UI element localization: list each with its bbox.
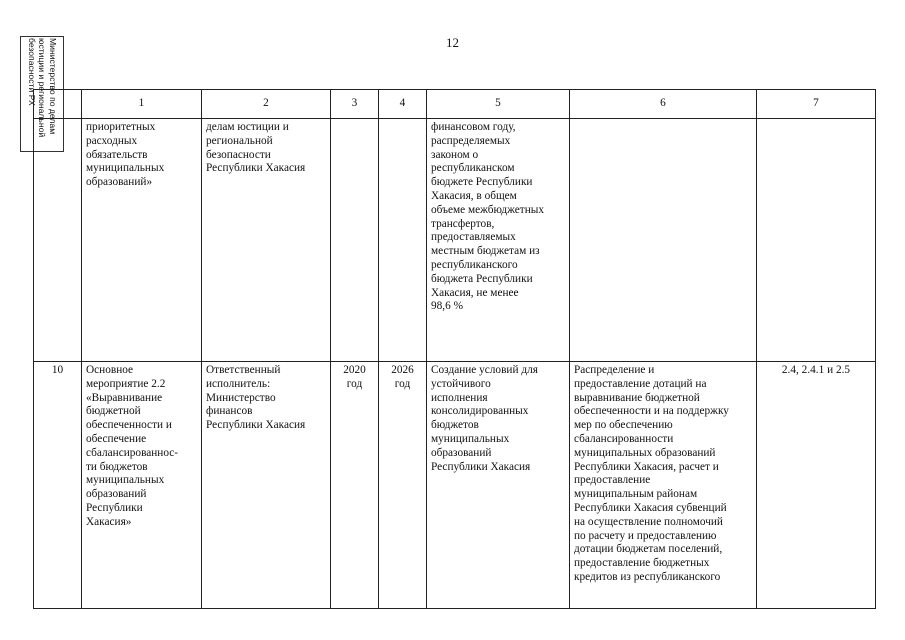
row-number-cell	[34, 119, 82, 362]
header-cell-1: 1	[82, 90, 202, 119]
expected-result-cell: Создание условий для устойчивого исполнения консолидированных бюджетов муниципальных образований Республики Хакасия	[427, 362, 570, 609]
start-year-cell	[331, 119, 379, 362]
executor-cell: делам юстиции и региональной безопасности Республики Хакасия	[202, 119, 331, 362]
activity-name-cell: приоритетных расходных обязательств муниципальных образований»	[82, 119, 202, 362]
table-header-row	[34, 90, 876, 119]
table-row	[34, 362, 876, 609]
header-cell-2: 2	[202, 90, 331, 119]
header-cell-5: 5	[427, 90, 570, 119]
main-directions-cell: Распределение и предоставление дотаций на выравнивание бюджетной обеспеченности и на поддержку мер по обеспечению сбалансированности муниципальных образований Республики Хакасия, расчет и предоставление муниципальным районам Республики Хакасия субвенций на осуществление полномочий по расчету и предоставлению дотации бюджетам поселений, предоставление бюджетных кредитов из республиканского	[570, 362, 757, 609]
main-directions-cell	[570, 119, 757, 362]
header-cell-7: 7	[757, 90, 876, 119]
stamp-line: юстиции и региональной	[37, 38, 48, 138]
expected-result-cell: финансовом году, распределяемых законом о республиканском бюджете Республики Хакасия, в общем объеме межбюджетных трансфертов, предоставляемых местным бюджетам из республиканского бюджета Республики Хакасия, не менее 98,6 %	[427, 119, 570, 362]
activity-name-cell: Основное мероприятие 2.2 «Выравнивание бюджетной обеспеченности и обеспечение сбалансированнос- ти бюджетов муниципальных образований Республики Хакасия»	[82, 362, 202, 609]
start-year-cell: 2020 год	[331, 362, 379, 609]
stamp-line: Министерство по делам	[47, 38, 58, 135]
end-year-cell	[379, 119, 427, 362]
end-year-cell: 2026 год	[379, 362, 427, 609]
header-cell-3: 3	[331, 90, 379, 119]
executor-cell: Ответственный исполнитель: Министерство финансов Республики Хакасия	[202, 362, 331, 609]
header-cell-num	[34, 90, 82, 119]
page-number: 12	[446, 35, 459, 50]
program-activities-table	[33, 89, 876, 609]
stamp-line: безопасности РХ	[26, 38, 37, 106]
header-cell-6: 6	[570, 90, 757, 119]
indicator-link-cell: 2.4, 2.4.1 и 2.5	[757, 362, 876, 609]
header-cell-4: 4	[379, 90, 427, 119]
table-row	[34, 119, 876, 362]
indicator-link-cell	[757, 119, 876, 362]
row-number-cell: 10	[34, 362, 82, 609]
